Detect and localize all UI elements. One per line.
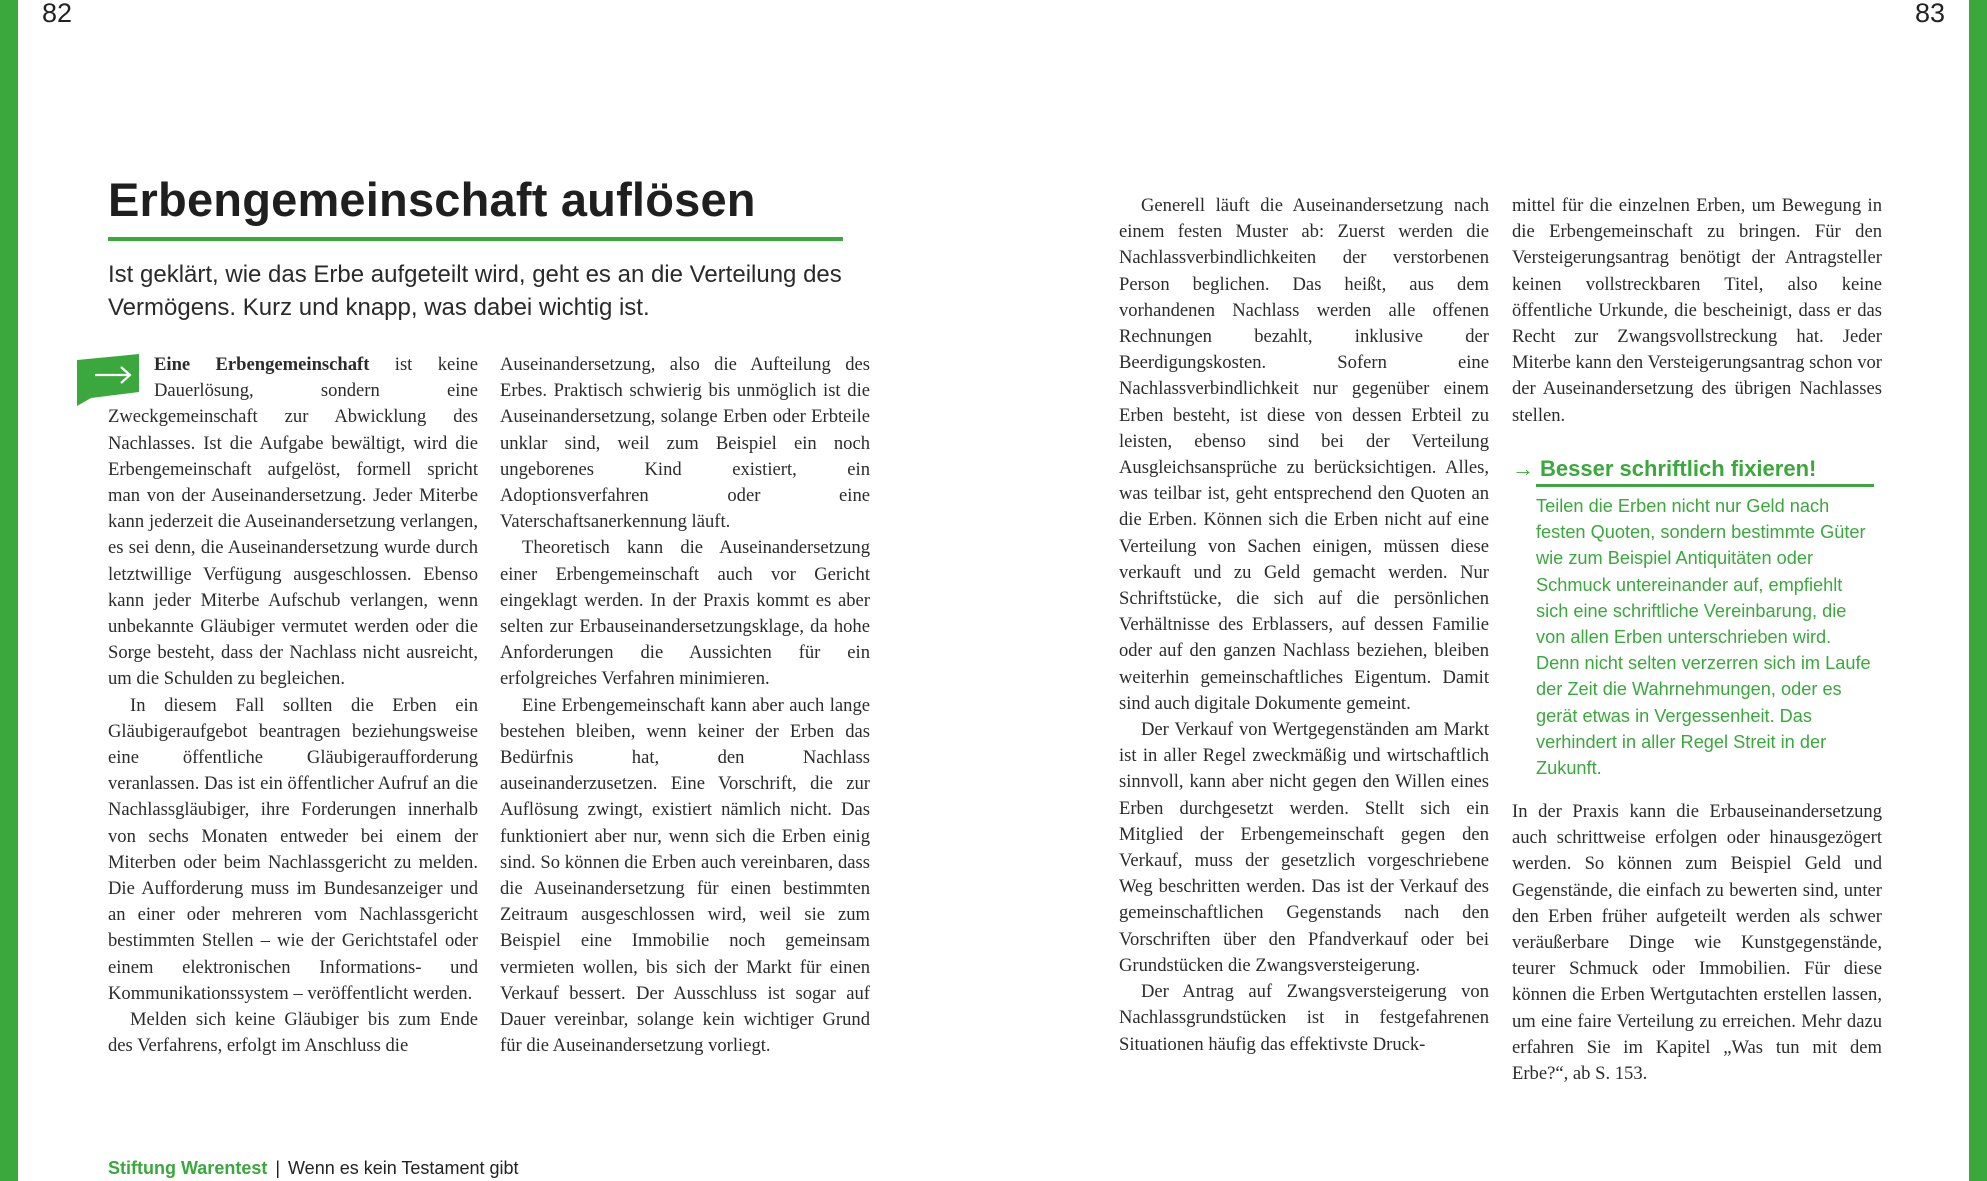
col1-paragraph-3: Melden sich keine Gläubiger bis zum Ende des Verfahrens, erfolgt im Anschluss die bbox=[108, 1009, 478, 1057]
tip-underline bbox=[1536, 484, 1874, 487]
title-underline bbox=[108, 237, 843, 241]
page-number-right: 83 bbox=[1914, 0, 1945, 28]
left-accent-bar bbox=[0, 0, 18, 1181]
col3-paragraph-3: Der Antrag auf Zwangsversteigerung von Nachlassgrundstücken ist in festgefahrenen Situationen häufig das effektivste Druck- bbox=[1119, 981, 1489, 1055]
lead-paragraph: Ist geklärt, wie das Erbe aufgeteilt wird, geht es an die Verteilung des Vermögens. Kurz und knapp, was dabei wichtig ist. bbox=[108, 261, 842, 321]
col2-paragraph-1: Auseinandersetzung, also die Aufteilung des Erbes. Praktisch schwierig bis unmöglich ist die Auseinandersetzung, solange Erben oder Erbteile unklar sind, weil zum Beispiel ein noch ungeborenes Kind existiert, ein Adoptionsverfahren oder eine Vaterschaftsanerkennung läuft. bbox=[500, 354, 870, 533]
col1-paragraph-1 bbox=[108, 352, 478, 693]
page-number-left: 82 bbox=[42, 0, 73, 28]
right-accent-bar bbox=[1969, 0, 1987, 1181]
column-3 bbox=[1119, 193, 1489, 1058]
column-4-continued bbox=[1512, 799, 1882, 1087]
tip-header bbox=[1512, 456, 1892, 482]
col1-bold-lead: Eine Erbengemeinschaft bbox=[154, 354, 370, 375]
page-title: Erbengemeinschaft auflösen bbox=[108, 173, 756, 226]
column-1 bbox=[108, 352, 478, 1059]
tip-box bbox=[1512, 456, 1892, 781]
footer-separator: | bbox=[275, 1158, 281, 1178]
tip-body: Teilen die Erben nicht nur Geld nach festen Quoten, sondern bestimmte Güter wie zum Beispiel Antiquitäten oder Schmuck untereinander auf, empfiehlt sich eine schriftliche Vereinbarung, die von allen Erben unterschrieben wird. Denn nicht selten verzerren sich im Laufe der Zeit die Wahrnehmungen, oder es gerät etwas in Vergessenheit. Das verhindert in aller Regel Streit in der Zukunft. bbox=[1536, 496, 1871, 779]
arrow-right-icon: → bbox=[1512, 456, 1534, 481]
column-2 bbox=[500, 352, 870, 1059]
footer-brand: Stiftung Warentest bbox=[108, 1158, 268, 1178]
tip-title: Besser schriftlich fixieren! bbox=[1540, 456, 1817, 481]
col4-paragraph-1: mittel für die einzelnen Erben, um Bewegung in die Erbengemeinschaft zu bringen. Für den Versteigerungsantrag benötigt der Antragsteller keinen vollstreckbaren Titel, also keine öffentliche Urkunde, die bescheinigt, dass er das Recht zur Zwangsvollstreckung hat. Jeder Miterbe kann den Versteigerungsantrag schon vor der Auseinandersetzung des übrigen Nachlasses stellen. bbox=[1512, 195, 1882, 426]
col4-paragraph-2: In der Praxis kann die Erbauseinandersetzung auch schrittweise erfolgen oder hinausgezögert werden. So können zum Beispiel Geld und Gegenstände, die einfach zu bewerten sind, unter den Erben früher aufgeteilt werden als schwer veräußerbare Dinge wie Kunstgegenstände, teurer Schmuck oder Immobilien. Für diese können die Erben Wertgutachten erstellen lassen, um eine faire Verteilung zu erreichen. Mehr dazu erfahren Sie im Kapitel „Was tun mit dem Erbe?“, ab S. 153. bbox=[1512, 801, 1882, 1085]
col3-paragraph-2: Der Verkauf von Wertgegenständen am Markt ist in aller Regel zweckmäßig und wirtschaftlich sinnvoll, kann aber nicht gegen den Willen eines Erben durchgesetzt werden. Stellt sich ein Mitglied der Erbengemeinschaft gegen den Verkauf, muss der gesetzlich vorgeschriebene Weg beschritten werden. Das ist der Verkauf des gemeinschaftlichen Gegenstands nach den Vorschriften über den Pfandverkauf oder bei Grundstücken die Zwangsversteigerung. bbox=[1119, 719, 1489, 976]
col2-paragraph-3: Eine Erbengemeinschaft kann aber auch lange bestehen bleiben, wenn keiner der Erben das Bedürfnis hat, den Nachlass auseinanderzusetzen. Eine Vorschrift, die zur Auflösung zwingt, existiert nämlich nicht. Das funktioniert aber nur, wenn sich die Erben einig sind. So können die Erben auch vereinbaren, dass die Auseinandersetzung für einen bestimmten Zeitraum ausgeschlossen wird, weil sie zum Beispiel eine Immobilie noch gemeinsam vermieten wollen, bis sich der Markt für einen Verkauf bessert. Der Ausschluss ist sogar auf Dauer vereinbar, solange kein wichtiger Grund für die Auseinandersetzung vorliegt. bbox=[500, 694, 870, 1057]
col1-paragraph-1-text: ist keine Dauerlösung, sondern eine Zweckgemeinschaft zur Abwicklung des Nachlasses. Ist die Aufgabe bewältigt, wird die Erbengemeinschaft aufgelöst, formell spricht man von der Auseinandersetzung. Jeder Miterbe kann jederzeit die Auseinandersetzung verlangen, es sei denn, die Auseinandersetzung wurde durch letztwillige Verfügung ausgeschlossen. Ebenso kann jeder Miterbe Aufschub verlangen, wenn unbekannte Gläubiger vermutet werden oder die Sorge besteht, dass der Nachlass nicht ausreicht, um die Schulden zu begleichen. bbox=[108, 354, 478, 690]
col1-paragraph-2: In diesem Fall sollten die Erben ein Gläubigeraufgebot beantragen beziehungsweise eine öffentliche Gläubigeraufforderung veranlassen. Das ist ein öffentlicher Aufruf an die Nachlassgläubiger, ihre Forderungen innerhalb von sechs Monaten entweder bei einem der Miterben oder beim Nachlassgericht zu melden. Die Aufforderung muss im Bundesanzeiger und an einer oder mehreren vom Nachlassgericht bestimmten Stellen – wie der Gerichtstafel oder einem elektronischen Informations- und Kommunikationssystem – veröffentlicht werden. bbox=[108, 694, 478, 1004]
col3-paragraph-1: Generell läuft die Auseinandersetzung nach einem festen Muster ab: Zuerst werden die Nachlassverbindlichkeiten der verstorbenen Person beglichen. Das heißt, aus dem vorhandenen Nachlass werden alle offenen Rechnungen bezahlt, inklusive der Beerdigungskosten. Sofern eine Nachlassverbindlichkeit nur gegenüber einem Erben besteht, ist diese von dessen Erbteil zu leisten, ebenso sind bei der Verteilung Ausgleichsansprüche zu berücksichtigen. Alles, was teilbar ist, geht entsprechend den Quoten an die Erben. Können sich die Erben nicht auf eine Verteilung von Sachen einigen, müssen diese verkauft und zu Geld gemacht werden. Nur Schriftstücke, die sich auf die persönlichen Verhältnisse des Erblassers, auf dessen Familie oder auf den ganzen Nachlass beziehen, bleiben weiterhin gemeinschaftliches Eigentum. Damit sind auch digitale Dokumente gemeint. bbox=[1119, 195, 1489, 714]
page-footer bbox=[108, 1158, 518, 1179]
column-4 bbox=[1512, 193, 1882, 429]
col2-paragraph-2: Theoretisch kann die Auseinandersetzung einer Erbengemeinschaft auch vor Gericht eingeklagt werden. In der Praxis kommt es aber selten zur Erbauseinandersetzungsklage, da hohe Anforderungen die Aussichten für ein erfolgreiches Verfahren minimieren. bbox=[500, 537, 870, 690]
footer-title: Wenn es kein Testament gibt bbox=[288, 1158, 519, 1178]
